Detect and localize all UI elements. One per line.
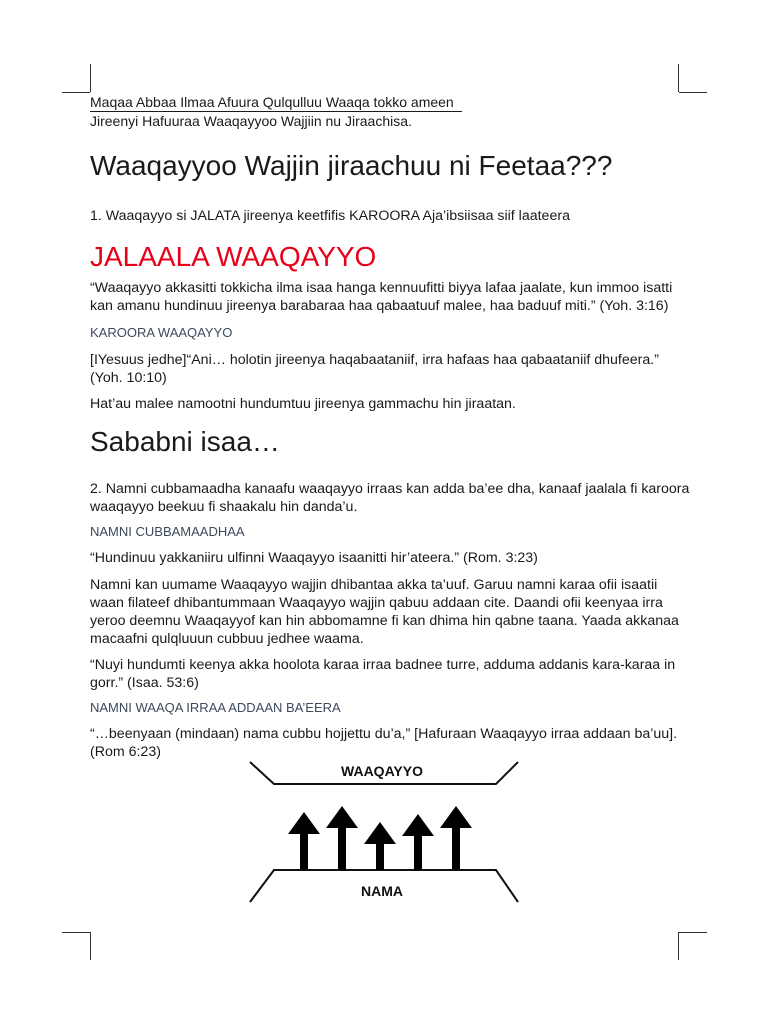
point-2: 2. Namni cubbamaadha kanaafu waaqayyo irraas kan adda ba’ee dha, kanaaf jaalala fi karoora waaqayyo beekuu fi shaakalu hin danda’u. [90,481,690,515]
crop-mark [679,92,707,93]
page-title: Waaqayyoo Wajjin jiraachuu ni Feetaa??? [90,150,613,181]
section-1-heading: JALAALA WAAQAYYO [90,241,377,272]
document-page [90,94,690,761]
section-2-subheading-2: NAMNI WAAQA IRRAA ADDAAN BA’EERA [90,700,341,715]
section-2-quote-1: “Hundinuu yakkaniiru ulfinni Waaqayyo isaanitti hir’ateera.” (Rom. 3:23) [90,550,538,566]
crop-mark [678,932,679,960]
up-arrow-icon [364,822,396,870]
section-2-paragraph: Namni kan uumame Waaqayyo wajjin dhibantaa akka ta’uuf. Garuu namni karaa ofii isaatii waan filateef dhibantummaan Waaqayyo wajjin qabuu addaan cite. Daandi ofii keenyaa irra yeroo deemnu Waaqayyof kan hin abbomamne fi kan dhima hin qabne taana. Yaada akkanaa macaafni qulqluuun cubbuu jedhee waama. [90,577,679,647]
up-arrow-icon [288,812,320,870]
section-1-note: Hat’au malee namootni hundumtuu jireenya gammachu hin jiraatan. [90,396,516,412]
crop-mark [679,932,707,933]
up-arrow-icon [440,806,472,870]
crop-mark [678,64,679,92]
section-1-subheading: KAROORA WAAQAYYO [90,325,233,340]
crop-mark [62,92,90,93]
point-1: 1. Waaqayyo si JALATA jireenya keetfifis KAROORA Aja’ibsiisaa siif laateera [90,208,570,224]
up-arrow-icon [402,814,434,870]
separation-diagram [248,758,520,908]
crop-mark [90,932,91,960]
header-line-2: Jireenyi Hafuuraa Waaqayyoo Wajjiin nu Jiraachisa. [90,113,412,129]
crop-mark [62,932,90,933]
up-arrow-icon [326,806,358,870]
section-2-heading: Sababni isaa… [90,426,280,457]
diagram-bottom-label: NAMA [361,883,403,899]
section-1-quote-2: [IYesuus jedhe]“Ani… holotin jireenya haqabaataniif, irra hafaas haa qabaataniif dhufeera.” (Yoh. 10:10) [90,352,659,386]
section-1-quote: “Waaqayyo akkasitti tokkicha ilma isaa hanga kennuufitti biyya lafaa jaalate, kun immoo isatti kan amanu hundinuu jireenya barabaraa haa qabaatuuf malee, haa baduuf miti.” (Yoh. 3:16) [90,280,673,314]
section-2-quote-2: “Nuyi hundumti keenya akka hoolota karaa irraa badnee turre, adduma addanis kara-karaa in gorr.” (Isaa. 53:6) [90,657,676,691]
diagram-top-label: WAAQAYYO [341,763,423,779]
header-line-1: Maqaa Abbaa Ilmaa Afuura Qulqulluu Waaqa tokko ameen [90,94,462,112]
section-2-quote-3: “…beenyaan (mindaan) nama cubbu hojjettu du’a,” [Hafuraan Waaqayyo irraa addaan ba’uu]. (Rom 6:23) [90,726,678,760]
section-2-subheading-1: NAMNI CUBBAMAADHAA [90,524,245,539]
crop-mark [90,64,91,92]
